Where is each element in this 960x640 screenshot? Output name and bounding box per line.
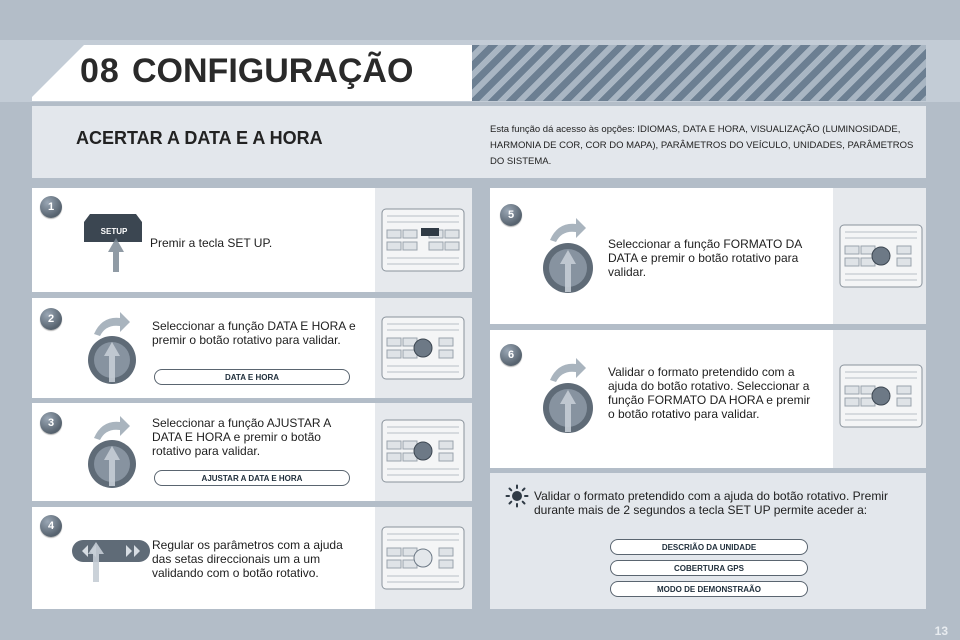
radio-panel-icon	[381, 526, 465, 590]
adjust-date-time-pill: AJUSTAR A DATA E HORA	[154, 470, 350, 486]
step-3-badge: 3	[40, 412, 62, 434]
rotary-knob-icon	[80, 306, 150, 388]
unit-description-pill: DESCRIÃO DA UNIDADE	[610, 539, 808, 555]
radio-panel-icon	[381, 208, 465, 272]
radio-panel-icon	[839, 364, 923, 428]
step-3-text: Seleccionar a função AJUSTAR A DATA E HORA e premir o botão rotativo para validar.	[152, 416, 331, 458]
direction-keys-icon	[68, 530, 154, 586]
section-title: ACERTAR A DATA E A HORA	[76, 128, 323, 148]
step-6-text: Validar o formato pretendido com a ajuda do botão rotativo. Seleccionar a função FORMATO DA HORA e premir o botão rotativo para validar.	[608, 365, 811, 421]
radio-panel-icon	[381, 316, 465, 380]
rotary-knob-icon	[80, 410, 150, 492]
rotary-knob-icon	[536, 352, 606, 438]
date-time-pill: DATA E HORA	[154, 369, 350, 385]
step-6-badge: 6	[500, 344, 522, 366]
gps-coverage-pill: COBERTURA GPS	[610, 560, 808, 576]
setup-key-label: SETUP	[100, 227, 128, 236]
step-5-badge: 5	[500, 204, 522, 226]
chapter-title: CONFIGURAÇÃO	[132, 52, 414, 90]
header-hatch-decoration	[470, 45, 926, 101]
step-2-badge: 2	[40, 308, 62, 330]
step-4-badge: 4	[40, 515, 62, 537]
step-2-text: Seleccionar a função DATA E HORA e premir o botão rotativo para validar.	[152, 319, 356, 347]
step-1-badge: 1	[40, 196, 62, 218]
chapter-number: 08	[80, 52, 120, 90]
radio-panel-icon	[381, 419, 465, 483]
section-intro: Esta função dá acesso às opções: IDIOMAS, DATA E HORA, VISUALIZAÇÃO (LUMINOSIDADE, HARMONIA DE COR, COR DO MAPA), PARÂMETROS DO VEÍCULO, UNIDADES, PARÂMETROS DO SISTEMA.	[490, 124, 914, 167]
demo-mode-pill: MODO DE DEMONSTRAÃO	[610, 581, 808, 597]
setup-key-icon	[72, 208, 152, 278]
tip-text: Validar o formato pretendido com a ajuda do botão rotativo. Premir durante mais de 2 segundos a tecla SET UP permite aceder a:	[534, 489, 888, 517]
step-1-text: Premir a tecla SET UP.	[150, 236, 273, 250]
step-5-text: Seleccionar a função FORMATO DA DATA e premir o botão rotativo para validar.	[608, 237, 802, 279]
sun-tip-icon	[505, 484, 529, 508]
rotary-knob-icon	[536, 212, 606, 298]
step-4-text: Regular os parâmetros com a ajuda das setas direccionais um a um validando com o botão rotativo.	[152, 538, 343, 580]
page-number: 13	[934, 624, 948, 638]
radio-panel-icon	[839, 224, 923, 288]
